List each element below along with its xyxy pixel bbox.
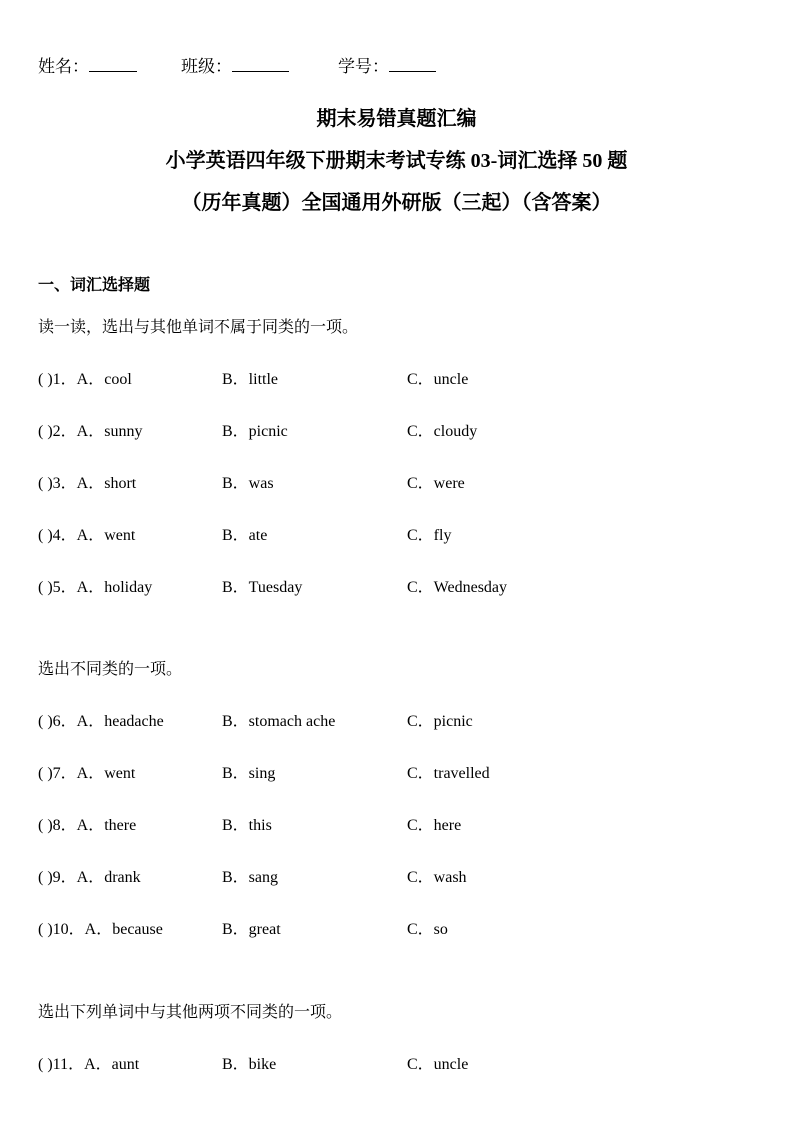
instruction-group-2: 选出不同类的一项。 [38, 661, 183, 678]
question-8-option-c: C．here [407, 817, 462, 834]
class-label: 班级： [181, 57, 232, 76]
question-10-option-c: C．so [407, 921, 448, 938]
student-id-blank [389, 54, 436, 72]
title-line-2: 小学英语四年级下册期末考试专练 03-词汇选择 50 题 [165, 150, 628, 172]
question-11-option-b: B．bike [222, 1056, 277, 1073]
student-id-field [338, 52, 436, 77]
question-7-option-c: C．travelled [407, 765, 490, 782]
question-9-option-c: C．wash [407, 869, 467, 886]
title-line-3: （历年真题）全国通用外研版（三起）（含答案） [181, 192, 612, 214]
question-4-option-b: B．ate [222, 527, 268, 544]
instruction-group-3: 选出下列单词中与其他两项不同类的一项。 [38, 1004, 343, 1021]
question-10-option-b: B．great [222, 921, 281, 938]
class-field [181, 52, 289, 77]
question-2-option-b: B．picnic [222, 423, 288, 440]
question-4-option-a: ( )4．A．went [38, 527, 136, 544]
question-9-option-a: ( )9．A．drank [38, 869, 141, 886]
title-line-1: 期末易错真题汇编 [316, 108, 477, 130]
question-2-option-a: ( )2．A．sunny [38, 423, 143, 440]
question-11-option-c: C．uncle [407, 1056, 469, 1073]
question-6-option-a: ( )6．A．headache [38, 713, 164, 730]
question-1-option-c: C．uncle [407, 371, 469, 388]
question-3-option-c: C．were [407, 475, 465, 492]
instruction-group-1: 读一读，选出与其他单词不属于同类的一项。 [38, 319, 359, 336]
question-7-option-b: B．sing [222, 765, 276, 782]
question-11-option-a: ( )11．A．aunt [38, 1056, 140, 1073]
student-id-label: 学号： [338, 57, 389, 76]
question-3-option-a: ( )3．A．short [38, 475, 137, 492]
question-1-option-a: ( )1．A．cool [38, 371, 132, 388]
name-blank [89, 54, 137, 72]
question-1-option-b: B．little [222, 371, 279, 388]
question-10-option-a: ( )10．A．because [38, 921, 163, 938]
question-5-option-a: ( )5．A．holiday [38, 579, 153, 596]
question-8-option-a: ( )8．A．there [38, 817, 137, 834]
question-8-option-b: B．this [222, 817, 272, 834]
question-7-option-a: ( )7．A．went [38, 765, 136, 782]
question-4-option-c: C．fly [407, 527, 452, 544]
class-blank [232, 54, 289, 72]
question-6-option-b: B．stomach ache [222, 713, 336, 730]
question-6-option-c: C．picnic [407, 713, 473, 730]
name-label: 姓名： [38, 57, 89, 76]
name-field [38, 52, 137, 77]
question-3-option-b: B．was [222, 475, 274, 492]
section-title: 一、词汇选择题 [38, 277, 151, 294]
question-5-option-b: B．Tuesday [222, 579, 303, 596]
question-9-option-b: B．sang [222, 869, 279, 886]
question-5-option-c: C．Wednesday [407, 579, 508, 596]
question-2-option-c: C．cloudy [407, 423, 478, 440]
